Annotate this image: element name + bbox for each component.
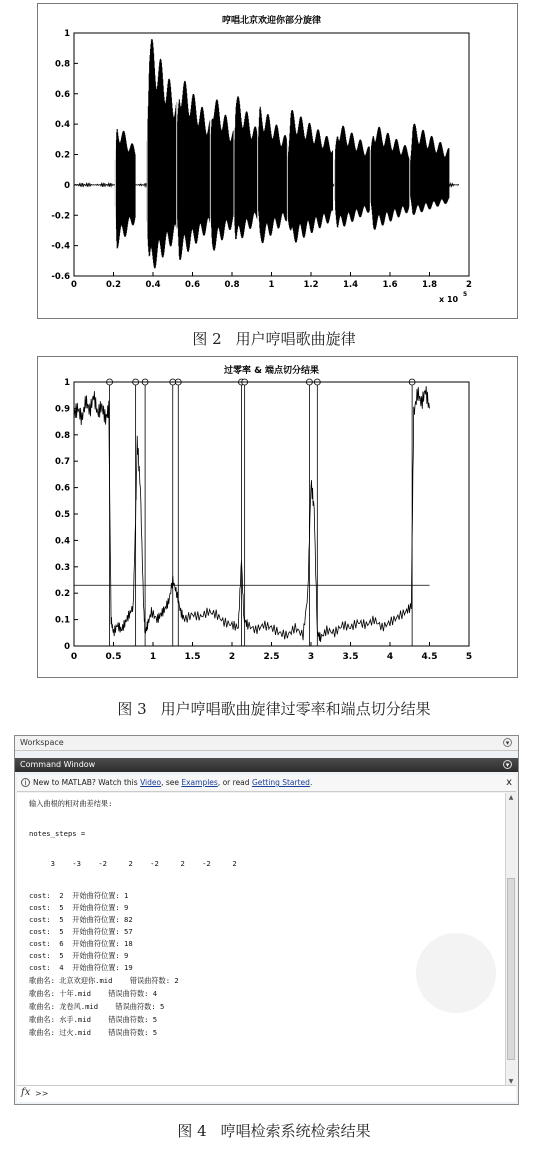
figure2-x-tick-label: 1.4: [342, 280, 359, 290]
figure3-caption: [0, 698, 548, 719]
command-window-label: Command Window: [20, 760, 96, 769]
examples-link[interactable]: Examples: [181, 778, 218, 787]
figure3-x-tick-label: 5: [465, 652, 473, 662]
console-line: notes_steps =: [29, 829, 86, 838]
waveform-note-fill: [335, 126, 370, 228]
figure2-y-tick-label: -0.2: [51, 211, 70, 222]
figure3-chart: [37, 356, 518, 678]
figure3-y-tick-label: 0.1: [54, 615, 70, 626]
figure2-caption-number: 图 2: [192, 330, 222, 348]
console-line: cost: 5 开始曲符位置: 82: [29, 915, 133, 924]
info-close-icon[interactable]: x: [506, 777, 512, 788]
matlab-window: [14, 735, 519, 1105]
figure2-x-exponent-power: 5: [463, 291, 468, 298]
figure3-y-tick-label: 0.5: [54, 510, 70, 520]
figure2-y-tick-label: 0.4: [54, 120, 70, 131]
command-output[interactable]: [17, 793, 506, 1086]
waveform-note-fill: [147, 39, 177, 268]
scroll-down-icon[interactable]: ▼: [508, 1078, 514, 1085]
figure3-y-tick-label: 0.6: [54, 483, 70, 494]
console-line: 歌曲名: 北京欢迎你.mid 错误曲符数: 2: [29, 976, 179, 985]
command-window-menu-icon[interactable]: ▾: [503, 760, 512, 769]
figure2-y-tick-label: 1: [64, 29, 70, 39]
console-line: 歌曲名: 龙卷风.mid 错误曲符数: 5: [29, 1002, 165, 1011]
figure2-x-tick-label: 0: [71, 280, 77, 290]
waveform-note-9: [370, 127, 409, 230]
video-link[interactable]: Video: [140, 778, 162, 787]
figure3-x-tick-label: 3: [307, 652, 315, 662]
waveform-note-4: [210, 99, 233, 250]
figure2-x-tick-label: 0.6: [184, 280, 201, 290]
workspace-menu-icon[interactable]: ▾: [503, 738, 512, 747]
waveform-note-1: [115, 127, 135, 248]
console-line: 歌曲名: 十年.mid 错误曲符数: 4: [29, 989, 158, 998]
getting-started-link[interactable]: Getting Started: [251, 778, 310, 787]
figure3-y-tick-label: 0: [64, 642, 70, 652]
waveform-note-6: [258, 107, 288, 243]
figure3-y-tick-label: 0.8: [54, 430, 70, 441]
figure2-x-tick-label: 0.4: [145, 280, 161, 290]
figure2-x-tick-label: 1.2: [303, 280, 319, 290]
workspace-label: Workspace: [20, 738, 64, 747]
figure2-x-tick-label: 0.8: [224, 280, 240, 290]
waveform-note-fill: [210, 99, 233, 250]
scroll-up-icon[interactable]: ▲: [508, 794, 514, 801]
figure3-x-tick-label: 2: [228, 652, 236, 662]
command-prompt-row[interactable]: [17, 1085, 516, 1102]
waveform-note-fill: [234, 96, 257, 239]
figure4-caption-text: 哼唱检索系统检索结果: [220, 1122, 371, 1140]
console-line: 歌曲名: 过火.mid 错误曲符数: 5: [29, 1028, 158, 1037]
figure3-y-tick-label: 0.9: [54, 404, 70, 415]
figure2-x-exponent: x 10: [439, 295, 459, 304]
figure2-caption-text: 用户哼唱歌曲旋律: [235, 330, 356, 348]
console-line: cost: 6 开始曲符位置: 18: [29, 939, 133, 948]
figure3-x-tick-label: 0: [70, 652, 78, 662]
waveform-note-fill: [370, 127, 409, 230]
figure3-title: 过零率 & 端点切分结果: [223, 366, 320, 376]
waveform-note-10: [410, 124, 449, 215]
figure2-x-tick-label: 1.6: [382, 280, 398, 290]
console-line: cost: 2 开始曲符位置: 1: [29, 891, 129, 900]
figure3-y-tick-label: 0.4: [54, 536, 70, 547]
figure2-caption: [0, 328, 548, 349]
console-line: cost: 5 开始曲符位置: 9: [29, 903, 129, 912]
function-browser-icon[interactable]: fx: [21, 1087, 31, 1098]
waveform-note-8: [335, 126, 370, 228]
figure4-caption-number: 图 4: [177, 1122, 207, 1140]
console-line: 歌曲名: 水手.mid 错误曲符数: 5: [29, 1015, 158, 1024]
waveform-note-7: [287, 110, 332, 243]
info-bar: [17, 775, 516, 792]
figure3-x-tick-label: 1.5: [184, 652, 201, 662]
waveform-note-fill: [410, 124, 449, 215]
figure3-y-tick-label: 1: [64, 378, 70, 388]
console-line: 3 -3 -2 2 -2 2 -2 2: [29, 859, 237, 868]
command-prompt[interactable]: >>: [35, 1089, 49, 1098]
waveform-note-fill: [287, 110, 332, 243]
figure3-y-tick-label: 0.3: [54, 562, 70, 573]
waveform-note-2: [147, 39, 177, 268]
figure2-x-tick-label: 1.8: [421, 280, 438, 290]
console-line: cost: 4 开始曲符位置: 19: [29, 963, 133, 972]
figure3-x-tick-label: 0.5: [105, 652, 122, 662]
figure2-y-tick-label: 0.8: [54, 59, 70, 70]
info-text-prefix: New to MATLAB? Watch this: [33, 778, 141, 787]
figure4-caption: [0, 1120, 548, 1141]
zcr-series-line: [74, 386, 430, 642]
figure2-y-tick-label: -0.4: [51, 241, 70, 252]
figure2-y-tick-label: 0.6: [54, 89, 70, 100]
figure2-x-tick-label: 0.2: [105, 280, 122, 290]
waveform-note-fill: [177, 81, 210, 260]
figure3-x-tick-label: 3.5: [342, 652, 359, 662]
figure2-y-tick-label: -0.6: [51, 272, 70, 282]
scrollbar-thumb[interactable]: [507, 878, 515, 1060]
figure3-caption-text: 用户哼唱歌曲旋律过零率和端点切分结果: [160, 700, 431, 718]
figure3-y-tick-label: 0.2: [54, 589, 70, 600]
watermark: [416, 933, 496, 1013]
figure3-caption-number: 图 3: [117, 700, 147, 718]
waveform-note-3: [177, 81, 210, 260]
figure3-x-tick-label: 1: [149, 652, 157, 662]
console-line: 输入曲根的相对曲差结果:: [29, 799, 113, 808]
info-text-suffix: .: [309, 778, 313, 787]
figure2-x-tick-label: 1: [268, 280, 275, 290]
command-window-titlebar[interactable]: [15, 758, 518, 772]
workspace-bar[interactable]: [15, 736, 518, 751]
info-text-mid: , see: [161, 778, 182, 787]
figure2-x-tick-label: 2: [466, 280, 472, 290]
waveform-note-fill: [258, 107, 288, 243]
info-icon: i: [21, 778, 30, 787]
figure2-y-tick-label: 0.2: [54, 150, 70, 161]
figure3-x-tick-label: 4: [386, 652, 394, 662]
console-line: cost: 5 开始曲符位置: 9: [29, 951, 129, 960]
waveform-note-fill: [115, 129, 135, 248]
figure3-x-tick-label: 2.5: [263, 652, 280, 662]
console-line: cost: 5 开始曲符位置: 57: [29, 927, 133, 936]
figure3-x-tick-label: 4.5: [421, 652, 438, 662]
figure2-chart: [37, 3, 518, 319]
figure3-y-tick-label: 0.7: [54, 457, 70, 468]
info-text-or: , or read: [217, 778, 252, 787]
figure2-y-tick-label: 0: [64, 180, 70, 191]
figure2-title: 哼唱北京欢迎你部分旋律: [221, 16, 322, 26]
vertical-scrollbar[interactable]: [505, 793, 516, 1086]
waveform-note-5: [234, 96, 257, 239]
